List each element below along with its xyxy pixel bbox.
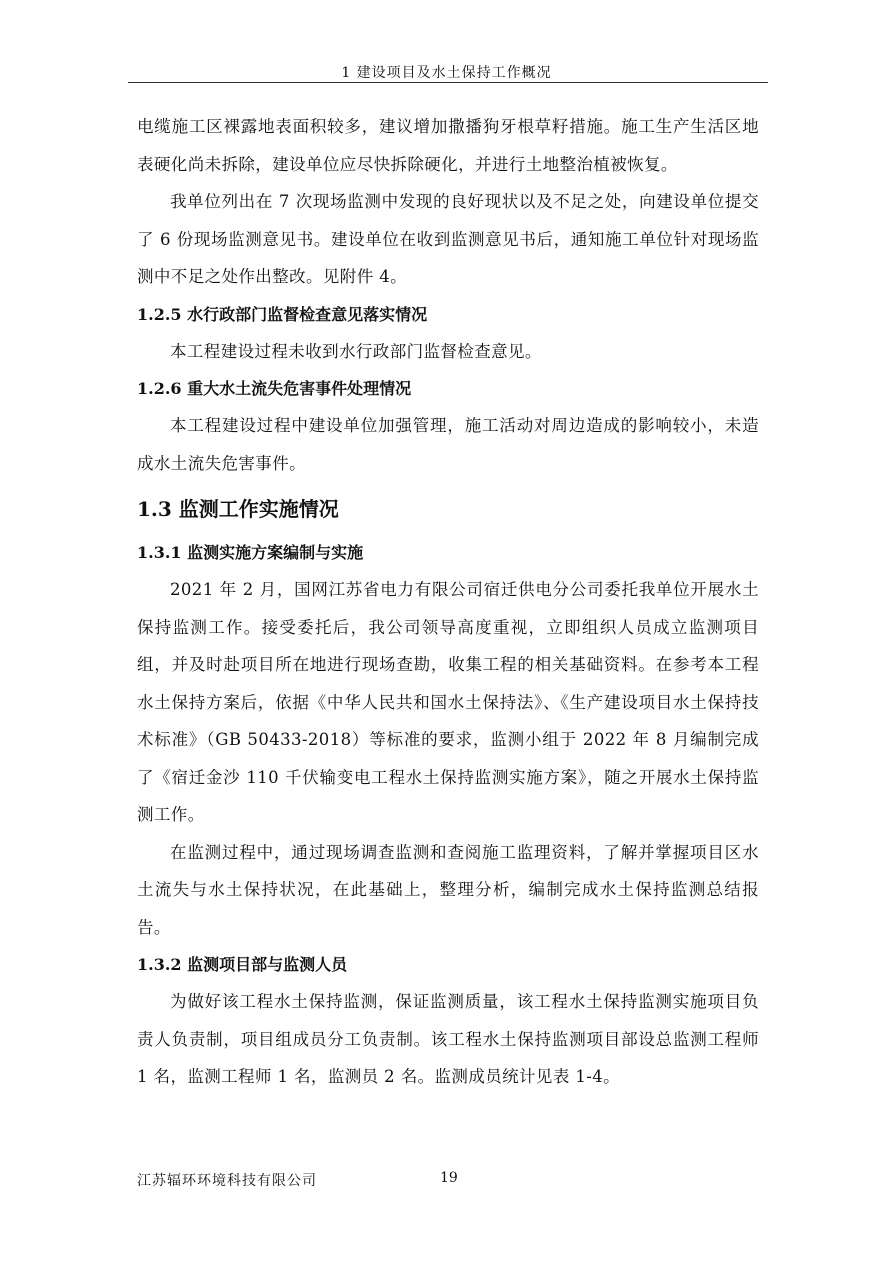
running-header: 1 建设项目及水土保持工作概况 (341, 65, 552, 81)
section-heading-1-3: 1.3 监测工作实施情况 (137, 497, 339, 521)
footer-company-name: 江苏辐环环境科技有限公司 (137, 1173, 317, 1189)
section-heading-1-2-5: 1.2.5 水行政部门监督检查意见落实情况 (137, 304, 428, 324)
paragraph-hazard-events: 本工程建设过程中建设单位加强管理，施工活动对周边造成的影响较小，未造成水土流失危害事件。 (137, 416, 759, 473)
document-body (137, 108, 759, 1096)
header-divider (128, 82, 768, 83)
paragraph-continued: 电缆施工区裸露地表面积较多，建议增加撒播狗牙根草籽措施。施工生产生活区地表硬化尚未拆除，建设单位应尽快拆除硬化，并进行土地整治植被恢复。 (137, 117, 759, 174)
paragraph-personnel: 为做好该工程水土保持监测，保证监测质量，该工程水土保持监测实施项目负责人负责制，项目组成员分工负责制。该工程水土保持监测项目部设总监测工程师 1 名，监测工程师 1 名，监测员 2 名。监测成员统计见表 1-4。 (137, 992, 759, 1086)
section-heading-1-3-1: 1.3.1 监测实施方案编制与实施 (137, 543, 364, 562)
section-heading-1-3-2: 1.3.2 监测项目部与监测人员 (137, 955, 348, 974)
paragraph-implementation-plan: 2021 年 2 月，国网江苏省电力有限公司宿迁供电分公司委托我单位开展水土保持监测工作。接受委托后，我公司领导高度重视，立即组织人员成立监测项目组，并及时赴项目所在地进行现场查勘，收集工程的相关基础资料。在参考本工程水土保持方案后，依据《中华人民共和国水土保持法》、《生产建设项目水土保持技术标准》（GB 50433-2018）等标准的要求，监测小组于 2022 年 8 月编制完成了《宿迁金沙 110 千伏输变电工程水土保持监测实施方案》，随之开展水土保持监测工作。 (137, 580, 759, 824)
paragraph-monitoring-process: 在监测过程中，通过现场调查监测和查阅施工监理资料，了解并掌握项目区水土流失与水土保持状况，在此基础上，整理分析，编制完成水土保持监测总结报告。 (137, 842, 759, 937)
section-heading-1-2-6: 1.2.6 重大水土流失危害事件处理情况 (137, 379, 412, 398)
page-number: 19 (440, 1170, 458, 1186)
paragraph-supervision: 本工程建设过程未收到水行政部门监督检查意见。 (170, 341, 542, 361)
paragraph-monitoring-opinions: 我单位列出在 7 次现场监测中发现的良好现状以及不足之处，向建设单位提交了 6 份现场监测意见书。建设单位在收到监测意见书后，通知施工单位针对现场监测中不足之处作出整改。见附件 4。 (137, 192, 759, 286)
